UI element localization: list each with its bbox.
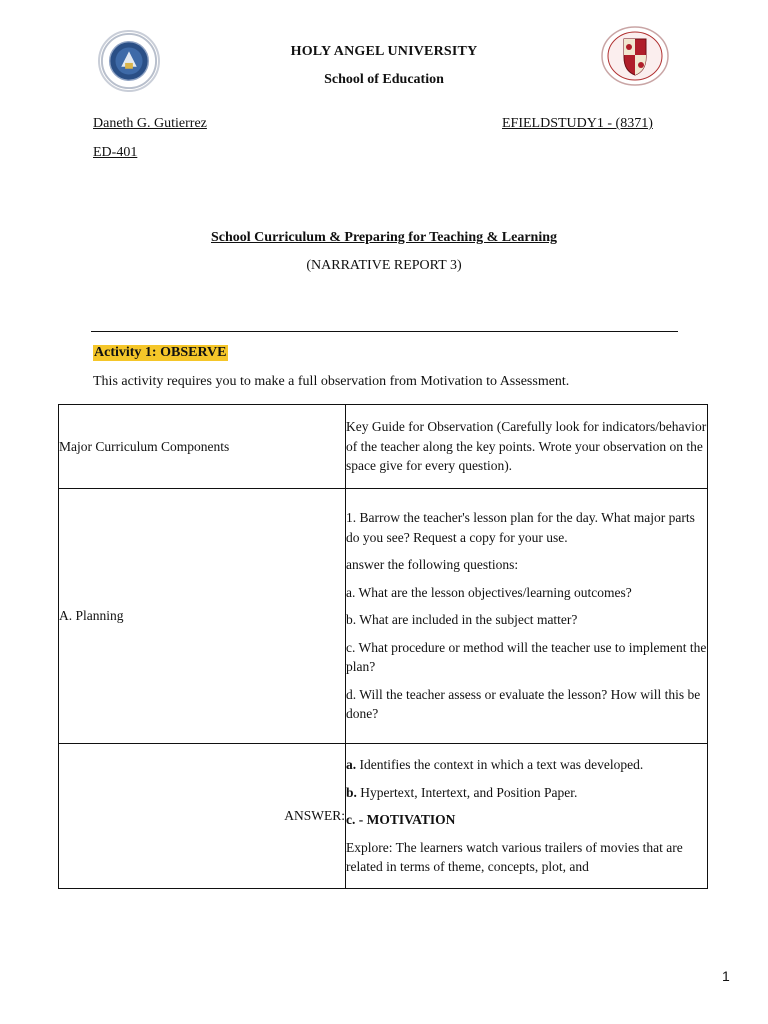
- header-left-text: Major Curriculum Components: [59, 438, 230, 454]
- answer-text: Explore: The learners watch various trailers of movies that are related in terms of theme, concepts, plot, and: [346, 839, 683, 874]
- answer-label-cell: [59, 744, 346, 889]
- list-item: a. What are the lesson objectives/learning outcomes?: [346, 584, 632, 600]
- activity-heading: Activity 1: OBSERVE: [94, 345, 227, 360]
- report-subtitle: (NARRATIVE REPORT 3): [306, 258, 462, 273]
- planning-row: [59, 489, 708, 744]
- planning-label-cell: [59, 489, 346, 744]
- school-name: School of Education: [324, 72, 444, 87]
- table-header-row: [59, 405, 708, 489]
- university-name: HOLY ANGEL UNIVERSITY: [290, 44, 478, 59]
- list-item: d. Will the teacher assess or evaluate the lesson? How will this be done?: [346, 686, 701, 722]
- answer-item: [346, 783, 707, 803]
- answer-item: [346, 810, 707, 830]
- student-name: Daneth G. Gutierrez: [93, 116, 207, 131]
- header-left-cell: [59, 405, 346, 489]
- planning-items-cell: [346, 489, 708, 744]
- report-title: School Curriculum & Preparing for Teaching & Learning: [211, 230, 557, 245]
- list-item: c. What procedure or method will the teacher use to implement the plan?: [346, 639, 707, 675]
- answer-content-cell: [346, 744, 708, 889]
- observation-table: [58, 404, 708, 889]
- section-code: EFIELDSTUDY1 - (8371): [502, 116, 653, 131]
- answer-item: [346, 755, 707, 775]
- answer-text: Identifies the context in which a text was developed.: [356, 757, 644, 772]
- answer-text: Hypertext, Intertext, and Position Paper.: [356, 784, 578, 800]
- list-item: b. What are included in the subject matter?: [346, 612, 578, 628]
- answer-prefix: a.: [346, 757, 357, 772]
- header-right-cell: [346, 405, 708, 489]
- list-item: answer the following questions:: [346, 557, 519, 573]
- course-code: ED-401: [93, 145, 138, 160]
- answer-label: ANSWER:: [284, 808, 345, 823]
- activity-instruction: This activity requires you to make a full observation from Motivation to Assessment.: [93, 374, 570, 389]
- header-right-text: Key Guide for Observation (Carefully look for indicators/behavior of the teacher along the key points. Wrote your observation on the space give for every question).: [346, 419, 707, 474]
- answer-prefix: c. - MOTIVATION: [346, 812, 456, 827]
- answer-prefix: b.: [346, 784, 357, 800]
- planning-label: A. Planning: [59, 608, 124, 623]
- answer-row: [59, 744, 708, 889]
- answer-item: [346, 838, 707, 877]
- page-number: 1: [722, 968, 730, 984]
- list-item: 1. Barrow the teacher's lesson plan for the day. What major parts do you see? Request a copy for your use.: [346, 510, 695, 545]
- divider: [91, 331, 678, 332]
